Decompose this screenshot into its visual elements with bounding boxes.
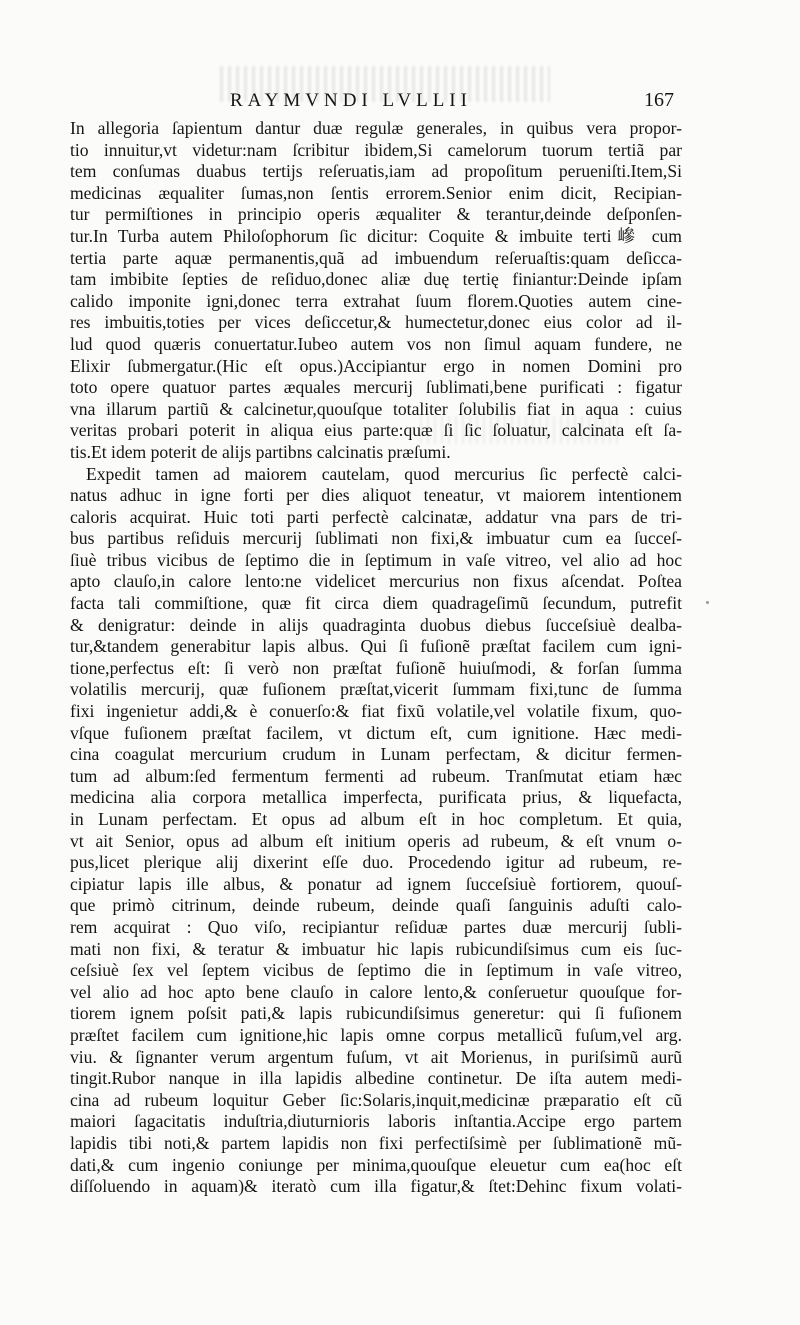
text-line: cipiatur lapis ille albus, & ponatur ad ignem ſucceſsiuè fortiorem, quouſ- bbox=[70, 873, 682, 894]
running-title: RAYMVNDI LVLLII bbox=[230, 90, 472, 111]
text-line: tingit.Rubor nanque in illa lapidis albedine continetur. De iſta autem medi- bbox=[70, 1068, 682, 1089]
text-line: tam imbibite ſepties de reſiduo,donec aliæ duę tertię finiantur:Deinde ipſam bbox=[70, 269, 682, 290]
text-line: tione,perfectus eſt: ſi verò non præſtat fuſionẽ huiuſmodi, & forſan ſumma bbox=[70, 657, 682, 678]
text-line: tur,&tandem generabitur lapis albus. Qui ſi fuſionẽ præſtat facilem cum igni- bbox=[70, 636, 682, 657]
text-line: tur.In Turba autem Philoſophorum ſic dicitur: Coquite & imbuite terti㠁 cum bbox=[70, 225, 682, 246]
text-line: apto clauſo,in calore lento:ne videlicet mercurius non fixus aſcendat. Poſtea bbox=[70, 571, 682, 592]
text-line: medicina alia corpora metallica imperfecta, purificata prius, & liquefacta, bbox=[70, 787, 682, 808]
text-line: pus,licet plerique alij dixerint eſſe duo. Procedendo igitur ad rubeum, re- bbox=[70, 852, 682, 873]
text-line: viu. & ſignanter verum argentum fuſum, vt ait Morienus, in puriſsimũ aurũ bbox=[70, 1046, 682, 1067]
text-line: bus partibus reſiduis mercurij ſublimati non fixi,& imbuatur cum ea ſucceſ- bbox=[70, 528, 682, 549]
body-text bbox=[70, 118, 682, 1198]
text-line: toto opere quatuor partes æquales mercurij ſublimati,bene purificati : figatur bbox=[70, 377, 682, 398]
running-header bbox=[0, 90, 800, 116]
text-line: que primò citrinum, deinde rubeum, deinde quaſi ſanguinis aduſti calo- bbox=[70, 895, 682, 916]
text-line: caloris acquirat. Huic toti parti perfectè calcinatæ, addatur vna pars de tri- bbox=[70, 506, 682, 527]
page-number: 167 bbox=[644, 89, 674, 111]
text-line: fixi ingenietur addi,& è conuerſo:& fiat fixũ volatile,vel volatile fixum, quo- bbox=[70, 701, 682, 722]
text-line: volatilis mercurij, quæ fuſionem præſtat,vicerit ſummam fixi,tunc de ſumma bbox=[70, 679, 682, 700]
text-line: In allegoria ſapientum dantur duæ regulæ generales, in quibus vera propor- bbox=[70, 118, 682, 138]
text-line: & denigratur: deinde in alijs quadraginta duobus diebus ſucceſsiuè dealba- bbox=[70, 614, 682, 635]
text-line: præſtet facilem cum ignitione,hic lapis omne corpus metallicũ fuſum,vel arg. bbox=[70, 1024, 682, 1045]
text-line: rem acquirat : Quo viſo, recipiantur reſiduæ partes duæ mercurij ſubli- bbox=[70, 916, 682, 937]
text-line: veritas probari poterit in aliqua eius parte:quæ ſi ſic ſoluatur, calcinata eſt ſa- bbox=[70, 420, 682, 441]
text-line: Elixir ſubmergatur.(Hic eſt opus.)Accipiantur ergo in nomen Domini pro bbox=[70, 355, 682, 376]
text-line: res imbuitis,toties per vices deſiccetur,& humectetur,donec eius color ad il- bbox=[70, 312, 682, 333]
text-line: tiorem ignem poſsit pati,& lapis rubicundiſsimus generetur: qui ſi fuſionem bbox=[70, 1003, 682, 1024]
text-line: ſiuè tribus vicibus de ſeptimo die in ſeptimum in vaſe vitreo, vel alio ad hoc bbox=[70, 549, 682, 570]
text-line: lud quod quæris conuertatur.Iubeo autem vos non ſimul aquam fundere, ne bbox=[70, 333, 682, 354]
text-line: diſſoluendo in aquam)& iteratò cum illa figatur,& ſtet:Dehinc fixum volati- bbox=[70, 1176, 682, 1197]
text-line: facta tali commiſtione, quæ fit circa diem quadrageſimũ ſecundum, putrefit bbox=[70, 593, 682, 614]
text-line: natus adhuc in igne forti per dies aliquot teneatur, vt maiorem intentionem bbox=[70, 485, 682, 506]
text-line: mati non fixi, & teratur & imbuatur hic lapis rubicundiſsimus cum eis ſuc- bbox=[70, 938, 682, 959]
text-line: dati,& cum ingenio coniunge per minima,quouſque eleuetur cum ea(hoc eſt bbox=[70, 1154, 682, 1175]
text-line: tur permiſtiones in principio operis æqualiter & terantur,deinde deſponſen- bbox=[70, 204, 682, 225]
text-line: ceſsiuè ſex vel ſeptem vicibus de ſeptimo die in ſeptimum in vaſe vitreo, bbox=[70, 960, 682, 981]
text-line: vſque fuſionem præſtat facilem, vt dictum eſt, cum ignitione. Hæc medi- bbox=[70, 722, 682, 743]
text-line: vna illarum partiũ & calcinetur,quouſque totaliter ſolubilis fiat in aqua : cuius bbox=[70, 398, 682, 419]
text-line: maiori ſagacitatis induſtria,diuturnioris laboris inſtantia.Accipe ergo partem bbox=[70, 1111, 682, 1132]
text-line: calido imponite igni,donec terra extrahat ſuum florem.Quoties autem cine- bbox=[70, 290, 682, 311]
text-line: lapidis tibi noti,& partem lapidis non fixi perfectiſsimè per ſublimationẽ mũ- bbox=[70, 1132, 682, 1153]
text-line: vt ait Senior, opus ad album eſt initium operis ad rubeum, & eſt vnum o- bbox=[70, 830, 682, 851]
text-line: tem conſumas duabus tertijs reſeruatis,iam ad propoſitum perueniſti.Item,Si bbox=[70, 161, 682, 182]
text-line: cina coagulat mercurium crudum in Lunam perfectam, & dicitur fermen- bbox=[70, 744, 682, 765]
text-line: tum ad album:ſed fermentum fermenti ad rubeum. Tranſmutat etiam hæc bbox=[70, 765, 682, 786]
text-line: cina ad rubeum loquitur Geber ſic:Solaris,inquit,medicinæ præparatio eſt cũ bbox=[70, 1089, 682, 1110]
text-line: vel alio ad hoc apto bene clauſo in calore lento,& conſeruetur quouſque for- bbox=[70, 981, 682, 1002]
text-line: medicinas æqualiter ſumas,non ſentis errorem.Senior enim dicit, Recipian- bbox=[70, 182, 682, 203]
ink-speck bbox=[706, 601, 709, 604]
text-line: tio innuitur,vt videtur:nam ſcribitur ibidem,Si camelorum tuorum tertiã par bbox=[70, 139, 682, 160]
text-line: Expedit tamen ad maiorem cautelam, quod mercurius ſic perfectè calci- bbox=[86, 463, 682, 484]
text-line: tertia parte aquæ permanentis,quã ad imbuendum reſeruaſtis:quam deſicca- bbox=[70, 247, 682, 268]
text-line: in Lunam perfectam. Et opus ad album eſt in hoc completum. Et quia, bbox=[70, 809, 682, 829]
text-line: tis.Et idem poterit de alijs partibns calcinatis præſumi. bbox=[70, 441, 451, 462]
